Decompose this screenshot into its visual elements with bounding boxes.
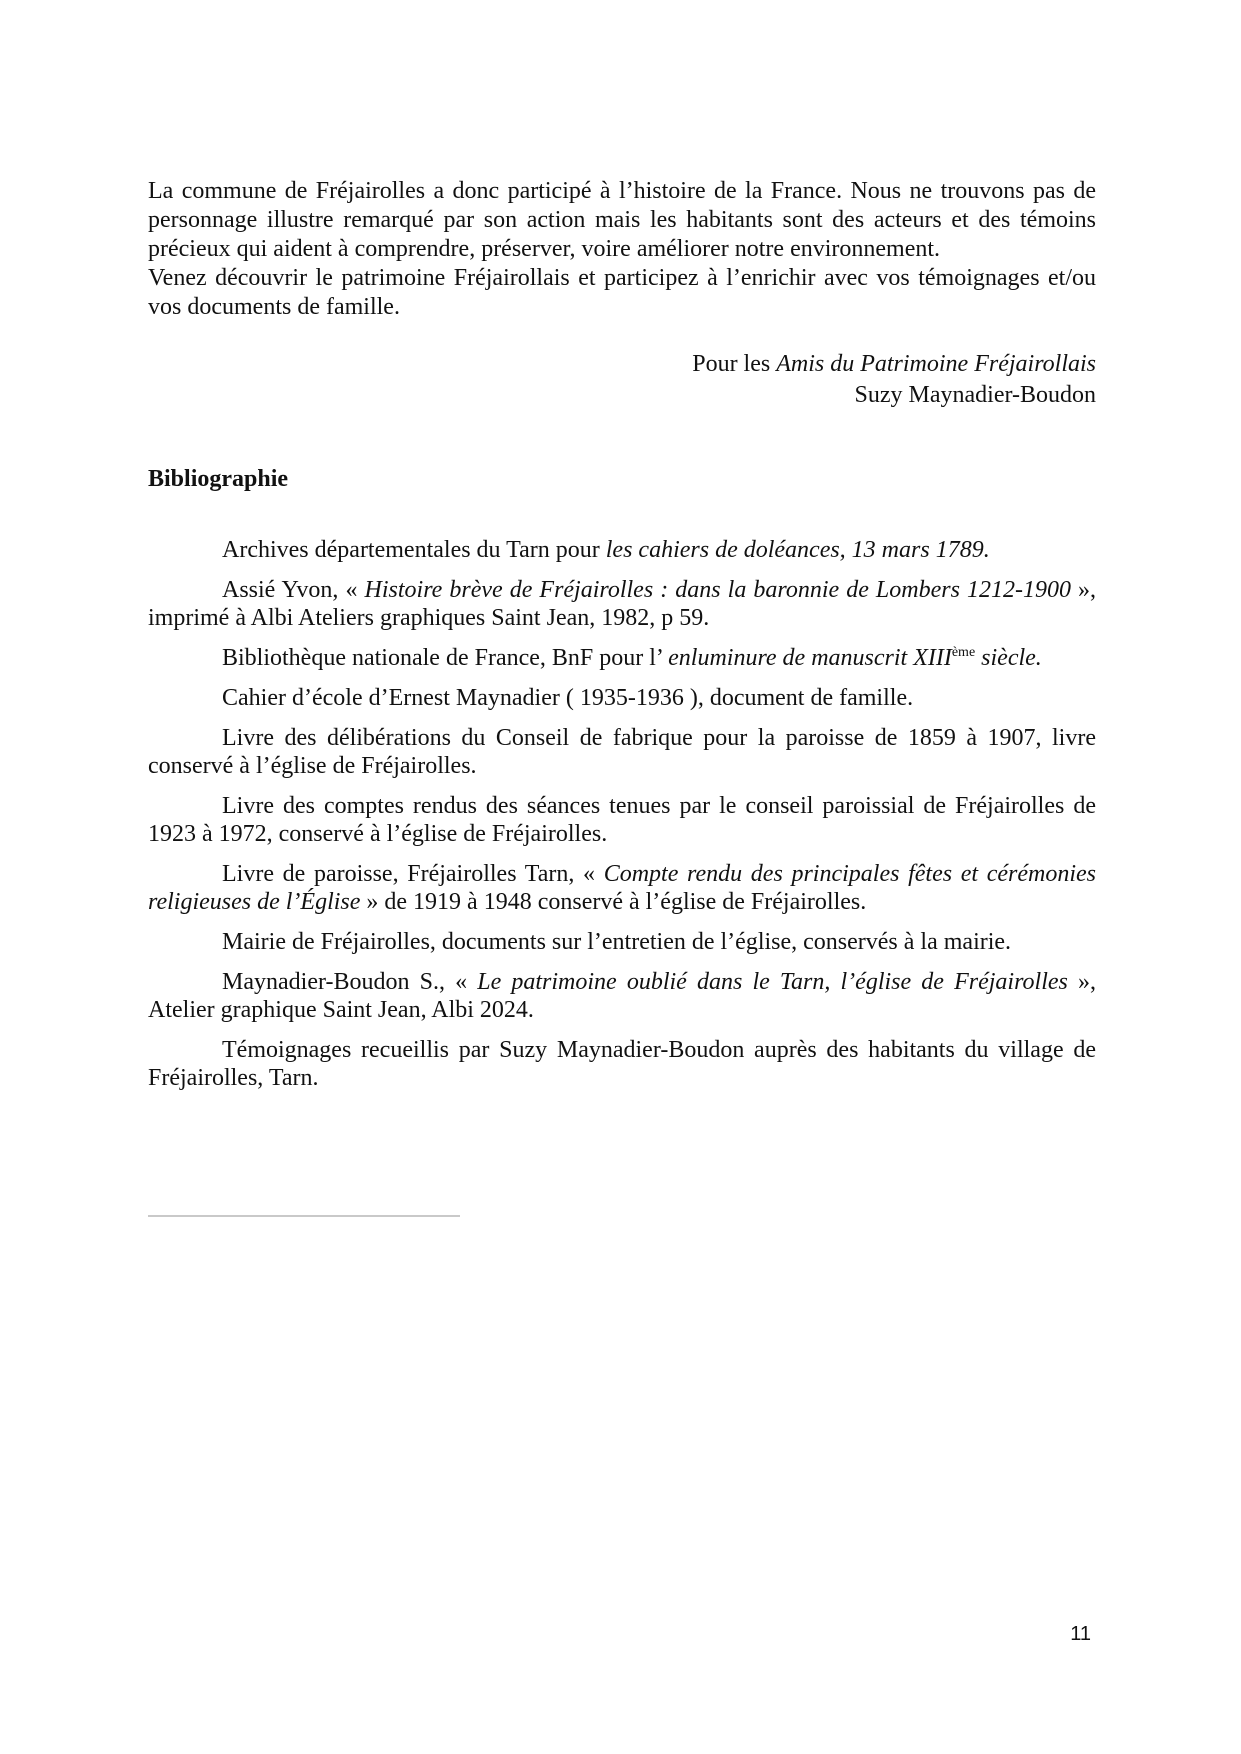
association-name: Amis du Patrimoine Fréjairollais [776,351,1096,377]
intro-text [148,177,1096,322]
entry-text: Livre de paroisse, Fréjairolles Tarn, « [222,861,604,887]
bibliography-entry: Livre des comptes rendus des séances tenues par le conseil paroissial de Fréjairolles de 1923 à 1972, conservé à l’église de Fréjairolles. [148,793,1096,847]
bibliography-entry: Mairie de Fréjairolles, documents sur l’entretien de l’église, conservés à la mairie. [222,929,1012,955]
intro-paragraph: La commune de Fréjairolles a donc participé à l’histoire de la France. Nous ne trouvons pas de personnage illustre remarqué par son action mais les habitants sont des acteurs et des témoins précieux qui aident à comprendre, préserver, voire améliorer notre environnement. [148,178,1096,262]
entry-title: siècle. [975,645,1042,671]
bibliography-entry [148,968,1096,1024]
bibliography-entry [148,860,1096,916]
signature-author: Suzy Maynadier-Boudon [854,382,1096,408]
bibliography-entry: Cahier d’école d’Ernest Maynadier ( 1935-1936 ), document de famille. [222,685,914,711]
intro-paragraph: Venez découvrir le patrimoine Fréjairollais et participez à l’enrichir avec vos témoignages et/ou vos documents de famille. [148,265,1096,320]
entry-text: », Atelier graphique Saint Jean, Albi 2024. [148,969,1096,1023]
page-number: 11 [1070,1623,1091,1645]
entry-title: enluminure de manuscrit XIII [668,645,952,671]
bibliography-title: Bibliographie [148,466,289,492]
bibliography-entry: Témoignages recueillis par Suzy Maynadier-Boudon auprès des habitants du village de Fréjairolles, Tarn. [148,1037,1096,1091]
bibliography-list [148,536,1096,1104]
entry-superscript: ème [951,645,976,660]
signature-block [692,349,1096,411]
entry-text: » de 1919 à 1948 conservé à l’église de Fréjairolles. [360,889,867,915]
entry-title: Histoire brève de Fréjairolles : dans la baronnie de Lombers 1212-1900 [364,577,1071,603]
footnote-separator [148,1215,460,1217]
bibliography-entry: Livre des délibérations du Conseil de fabrique pour la paroisse de 1859 à 1907, livre conservé à l’église de Fréjairolles. [148,725,1096,779]
entry-title: Le patrimoine oublié dans le Tarn, l’église de Fréjairolles [477,969,1068,995]
entry-title: les cahiers de doléances, 13 mars 1789. [605,537,990,563]
entry-title: Compte rendu des principales fêtes et cérémonies religieuses de l’Église [148,861,1096,915]
signature-line [692,349,1096,380]
bibliography-entry [148,576,1096,632]
bibliography-entry [148,644,1096,672]
entry-text: Bibliothèque nationale de France, BnF pour l’ [222,645,669,671]
entry-text: Maynadier-Boudon S., « [222,969,478,995]
entry-text: Archives départementales du Tarn pour [222,537,606,563]
entry-text: », imprimé à Albi Ateliers graphiques Saint Jean, 1982, p 59. [148,577,1097,631]
bibliography-entry [148,536,1096,564]
signature-prefix: Pour les [692,351,777,377]
entry-text: Assié Yvon, « [222,577,365,603]
